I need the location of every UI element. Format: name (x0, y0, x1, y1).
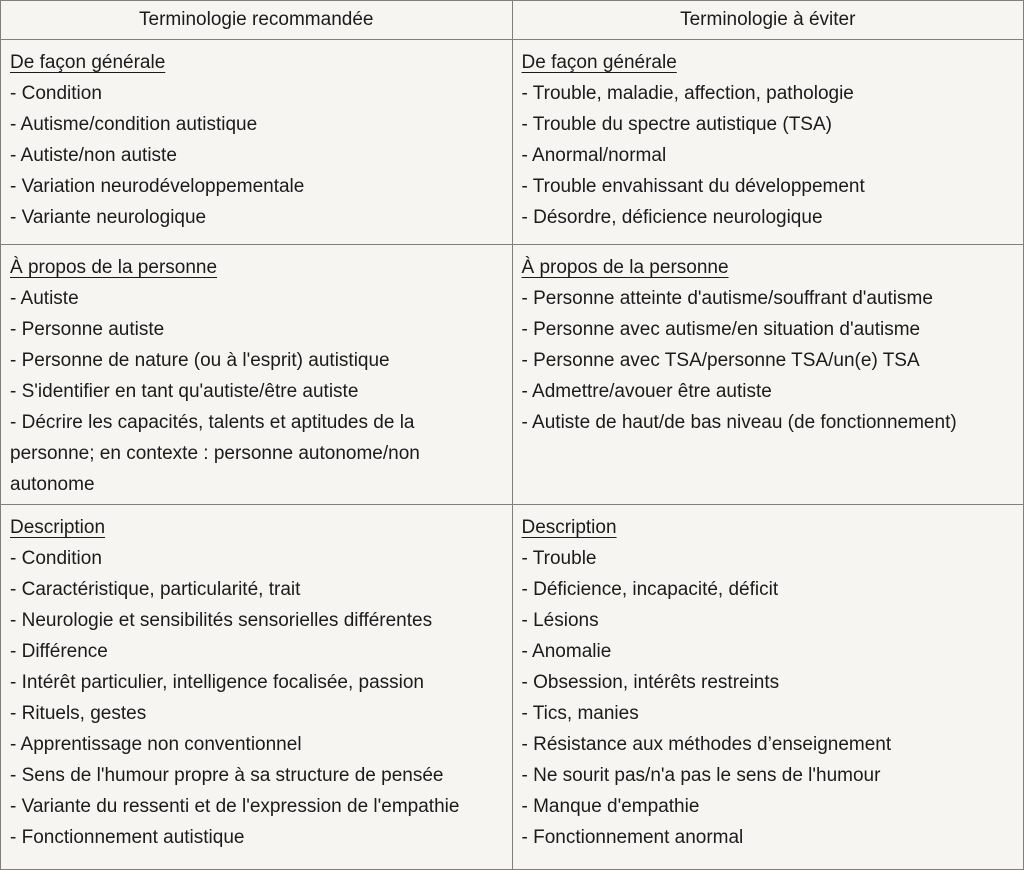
list-item: - Personne avec TSA/personne TSA/un(e) TSA (521, 350, 920, 371)
cell-avoid (512, 505, 1024, 870)
list-item: - Variante du ressenti et de l'expression de l'empathie (10, 796, 460, 817)
list-item: - Autiste (10, 288, 79, 309)
list-item: - Ne sourit pas/n'a pas le sens de l'humour (521, 765, 881, 786)
list-item: - Variation neurodéveloppementale (10, 176, 305, 197)
column-header-avoid: Terminologie à éviter (512, 1, 1024, 40)
section-heading: À propos de la personne (10, 257, 218, 278)
list-item: - Manque d'empathie (521, 796, 700, 817)
list-item: - Rituels, gestes (10, 703, 147, 724)
list-item: - Désordre, déficience neurologique (521, 207, 823, 228)
cell-recommended (1, 40, 513, 245)
list-item: - Personne de nature (ou à l'esprit) autistique (10, 350, 390, 371)
list-item: - Intérêt particulier, intelligence focalisée, passion (10, 672, 425, 693)
list-item: - Condition (10, 83, 102, 104)
list-item: - Fonctionnement anormal (521, 827, 744, 848)
list-item: - Personne avec autisme/en situation d'autisme (521, 319, 921, 340)
list-item: - Lésions (521, 610, 599, 631)
list-item: - Trouble (521, 548, 597, 569)
list-item: - Tics, manies (521, 703, 639, 724)
list-item: - Autisme/condition autistique (10, 114, 258, 135)
table-row (1, 505, 1024, 870)
header-row (1, 1, 1024, 40)
list-item: - Personne autiste (10, 319, 165, 340)
list-item: - Admettre/avouer être autiste (521, 381, 772, 402)
cell-recommended (1, 505, 513, 870)
section-heading: De façon générale (521, 52, 677, 73)
list-item: - Trouble envahissant du développement (521, 176, 865, 197)
list-item: - Anomalie (521, 641, 612, 662)
column-header-recommended: Terminologie recommandée (1, 1, 513, 40)
list-item: - Obsession, intérêts restreints (521, 672, 780, 693)
table-row (1, 40, 1024, 245)
table-row (1, 245, 1024, 505)
cell-avoid (512, 40, 1024, 245)
list-item: - Autiste/non autiste (10, 145, 177, 166)
section-heading: À propos de la personne (521, 257, 729, 278)
list-item: - Sens de l'humour propre à sa structure de pensée (10, 765, 444, 786)
list-item: - Neurologie et sensibilités sensorielles différentes (10, 610, 433, 631)
list-item: - Fonctionnement autistique (10, 827, 245, 848)
list-item: - Autiste de haut/de bas niveau (de fonctionnement) (521, 412, 957, 433)
section-heading: De façon générale (10, 52, 166, 73)
terminology-table-body (1, 40, 1024, 870)
list-item: - Apprentissage non conventionnel (10, 734, 302, 755)
list-item: - Variante neurologique (10, 207, 207, 228)
list-item: - Caractéristique, particularité, trait (10, 579, 301, 600)
section-heading: Description (10, 517, 106, 538)
list-item: - Personne atteinte d'autisme/souffrant d'autisme (521, 288, 933, 309)
list-item: - Décrire les capacités, talents et aptitudes de la personne; en contexte : personne autonome/non autonome (10, 412, 420, 495)
cell-avoid (512, 245, 1024, 505)
list-item: - Résistance aux méthodes d’enseignement (521, 734, 892, 755)
cell-recommended (1, 245, 513, 505)
list-item: - Déficience, incapacité, déficit (521, 579, 779, 600)
list-item: - Différence (10, 641, 108, 662)
list-item: - S'identifier en tant qu'autiste/être autiste (10, 381, 359, 402)
list-item: - Trouble, maladie, affection, pathologie (521, 83, 854, 104)
section-heading: Description (521, 517, 617, 538)
list-item: - Condition (10, 548, 102, 569)
list-item: - Anormal/normal (521, 145, 667, 166)
list-item: - Trouble du spectre autistique (TSA) (521, 114, 832, 135)
terminology-table-header (1, 1, 1024, 40)
